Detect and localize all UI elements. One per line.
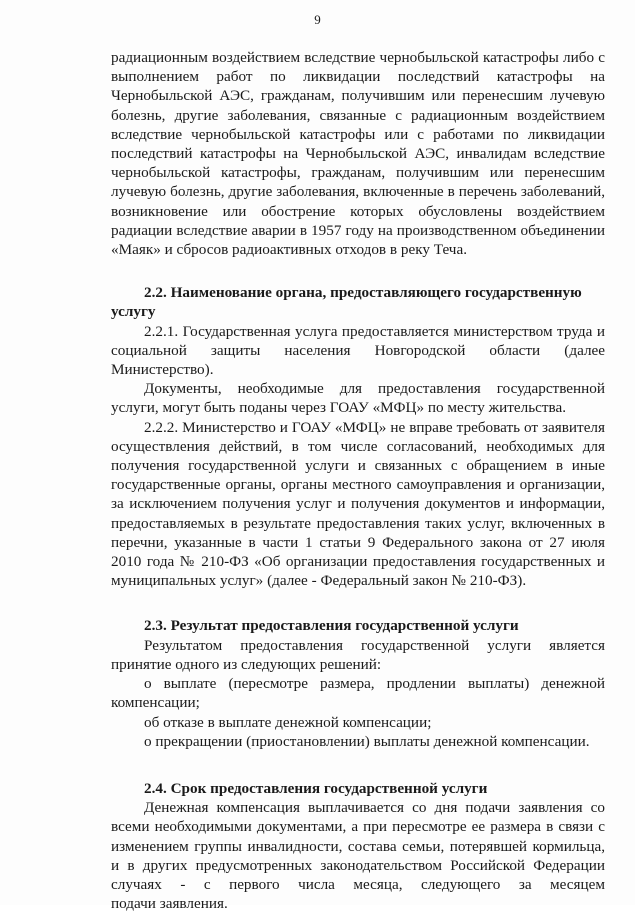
- paragraph-2-3-result: Результатом предоставления государственной услуги является принятие одного из следующих решений:: [111, 636, 605, 673]
- paragraph-2-2-2: 2.2.2. Министерство и ГОАУ «МФЦ» не вправе требовать от заявителя осуществления действий, в том числе согласований, необходимых для получения государственной услуги и связанных с обращением в иные государственные органы, органы местного самоуправления и организации, за исключением получения услуг и получения документов и информации, предоставляемых в результате предоставления таких услуг, включенных в перечни, указанные в части 1 статьи 9 Федерального закона от 27 июля 2010 года № 210-ФЗ «Об организации предоставления государственных и муниципальных услуг» (далее - Федеральный закон № 210-ФЗ).: [111, 418, 605, 590]
- document-body: [111, 48, 605, 913]
- section-heading-2-3: 2.3. Результат предоставления государственной услуги: [144, 617, 519, 635]
- list-item-decision-refusal: об отказе в выплате денежной компенсации;: [144, 713, 432, 731]
- list-item-decision-payment: о выплате (пересмотре размера, продлении выплаты) денежной компенсации;: [111, 675, 605, 712]
- paragraph-2-2-documents: Документы, необходимые для предоставления государственной услуги, могут быть поданы через ГОАУ «МФЦ» по месту жительства.: [111, 380, 605, 417]
- page-number: 9: [314, 12, 321, 27]
- list-item-decision-termination: о прекращении (приостановлении) выплаты денежной компенсации.: [144, 732, 590, 750]
- section-heading-2-2: 2.2. Наименование органа, предоставляющего государственную услугу: [111, 284, 582, 321]
- paragraph-2-2-1: 2.2.1. Государственная услуга предоставляется министерством труда и социальной защиты населения Новгородской области (далее Министерство).: [111, 322, 605, 379]
- intro-paragraph: радиационным воздействием вследствие чернобыльской катастрофы либо с выполнением работ по ликвидации последствий катастрофы на Чернобыльской АЭС, гражданам, получившим или перенесшим лучевую болезнь, другие заболевания, связанные с радиационным воздействием вследствие чернобыльской катастрофы или с работами по ликвидации последствий катастрофы на Чернобыльской АЭС, инвалидам вследствие чернобыльской катастрофы, гражданам, получившим или перенесшим лучевую болезнь, другие заболевания, включенные в перечень заболеваний, возникновение или обострение которых обусловлены воздействием радиации вследствие аварии в 1957 году на производственном объединении «Маяк» и сбросов радиоактивных отходов в реку Теча.: [111, 49, 605, 259]
- paragraph-2-4-term-end: подачи заявления.: [111, 895, 228, 913]
- paragraph-2-4-term: [111, 798, 605, 894]
- section-heading-2-4: 2.4. Срок предоставления государственной услуги: [144, 779, 488, 797]
- paragraph-2-4-term-main: Денежная компенсация выплачивается со дня подачи заявления со всеми необходимыми документами, а при пересмотре ее размера в связи с изменением группы инвалидности, состава семьи, потерявшей кормильца, и в других предусмотренных законодательством Российской Федерации случаях - с первого числа месяца, следующего за месяцем: [111, 799, 605, 893]
